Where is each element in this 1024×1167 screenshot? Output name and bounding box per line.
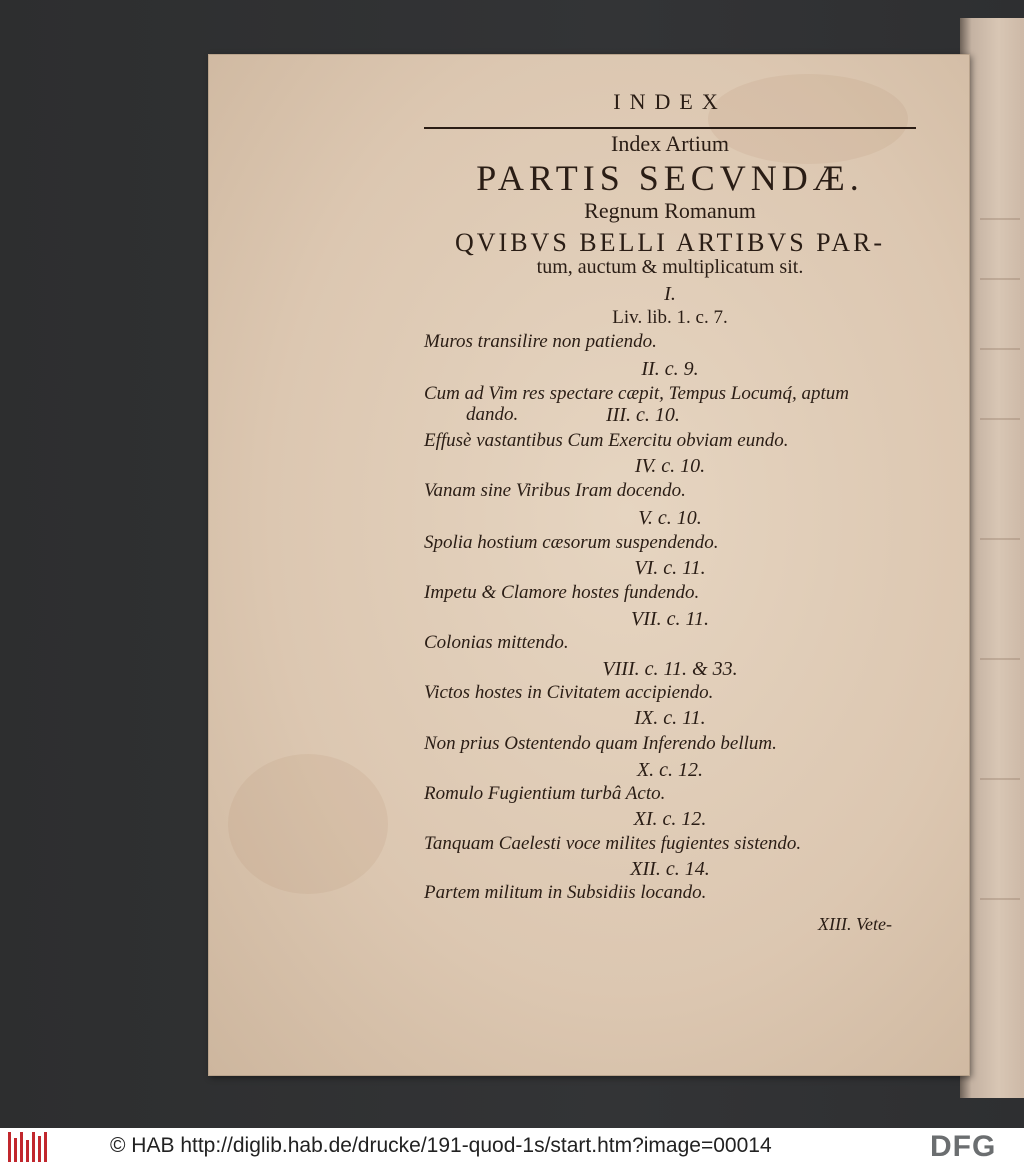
paper-stain bbox=[228, 754, 388, 894]
entry-number: XI. c. 12. bbox=[633, 808, 707, 830]
source-url-link[interactable]: © HAB http://diglib.hab.de/drucke/191-quod-1s/start.htm?image=00014 bbox=[110, 1134, 772, 1157]
entry-number: IX. c. 11. bbox=[634, 707, 706, 729]
entry-text: Cum ad Vim res spectare cæpit, Tempus Locumq́, aptum bbox=[424, 383, 850, 404]
entry-text: Effusè vastantibus Cum Exercitu obviam eundo. bbox=[424, 430, 789, 451]
entry-text: Vanam sine Viribus Iram docendo. bbox=[424, 480, 686, 501]
entry-text-continued: dando. bbox=[466, 404, 519, 425]
ghost-text-line bbox=[980, 348, 1020, 350]
ghost-text-line bbox=[980, 418, 1020, 420]
catchword: XIII. Vete- bbox=[818, 914, 892, 934]
entry-text: Colonias mittendo. bbox=[424, 632, 569, 653]
entry-reference: Liv. lib. 1. c. 7. bbox=[612, 307, 728, 328]
ghost-text-line bbox=[980, 278, 1020, 280]
entry-number: X. c. 12. bbox=[636, 759, 704, 781]
title-line-4: QVIBVS BELLI ARTIBVS PAR- bbox=[454, 228, 886, 257]
entry-text: Partem militum in Subsidiis locando. bbox=[424, 882, 707, 903]
entry-number: VII. c. 11. bbox=[631, 608, 709, 630]
hab-barcode-logo-icon bbox=[6, 1132, 48, 1162]
entry-text: Tanquam Caelesti voce milites fugientes sistendo. bbox=[424, 833, 802, 854]
ghost-text-line bbox=[980, 658, 1020, 660]
ghost-text-line bbox=[980, 898, 1020, 900]
entry-number: III. c. 10. bbox=[606, 404, 680, 426]
running-header: INDEX bbox=[613, 89, 727, 114]
entry-text: Victos hostes in Civitatem accipiendo. bbox=[424, 682, 714, 703]
entry-number: I. bbox=[664, 283, 676, 305]
viewer-footer bbox=[0, 1128, 1024, 1167]
entry-number: VIII. c. 11. & 33. bbox=[602, 658, 738, 680]
ghost-text-line bbox=[980, 218, 1020, 220]
ghost-text-line bbox=[980, 778, 1020, 780]
entry-text: Non prius Ostentendo quam Inferendo bellum. bbox=[424, 733, 777, 754]
entry-number: VI. c. 11. bbox=[634, 557, 706, 579]
title-line-2: PARTIS SECVNDÆ. bbox=[476, 158, 864, 198]
entry-text: Spolia hostium cæsorum suspendendo. bbox=[424, 532, 719, 553]
entry-text: Muros transilire non patiendo. bbox=[424, 331, 657, 352]
entry-number: IV. c. 10. bbox=[634, 455, 706, 477]
entry-number: V. c. 10. bbox=[638, 507, 702, 529]
title-line-5: tum, auctum & multiplicatum sit. bbox=[536, 256, 804, 278]
dfg-logo: DFG bbox=[930, 1130, 997, 1163]
entry-number: II. c. 9. bbox=[641, 358, 699, 380]
entry-number: XII. c. 14. bbox=[630, 858, 710, 880]
title-line-1: Index Artium bbox=[611, 131, 729, 156]
header-rule bbox=[424, 127, 916, 129]
title-line-3: Regnum Romanum bbox=[584, 198, 756, 223]
ghost-text-line bbox=[980, 538, 1020, 540]
entry-text: Romulo Fugientium turbâ Acto. bbox=[424, 783, 666, 804]
entry-text: Impetu & Clamore hostes fundendo. bbox=[424, 582, 700, 603]
